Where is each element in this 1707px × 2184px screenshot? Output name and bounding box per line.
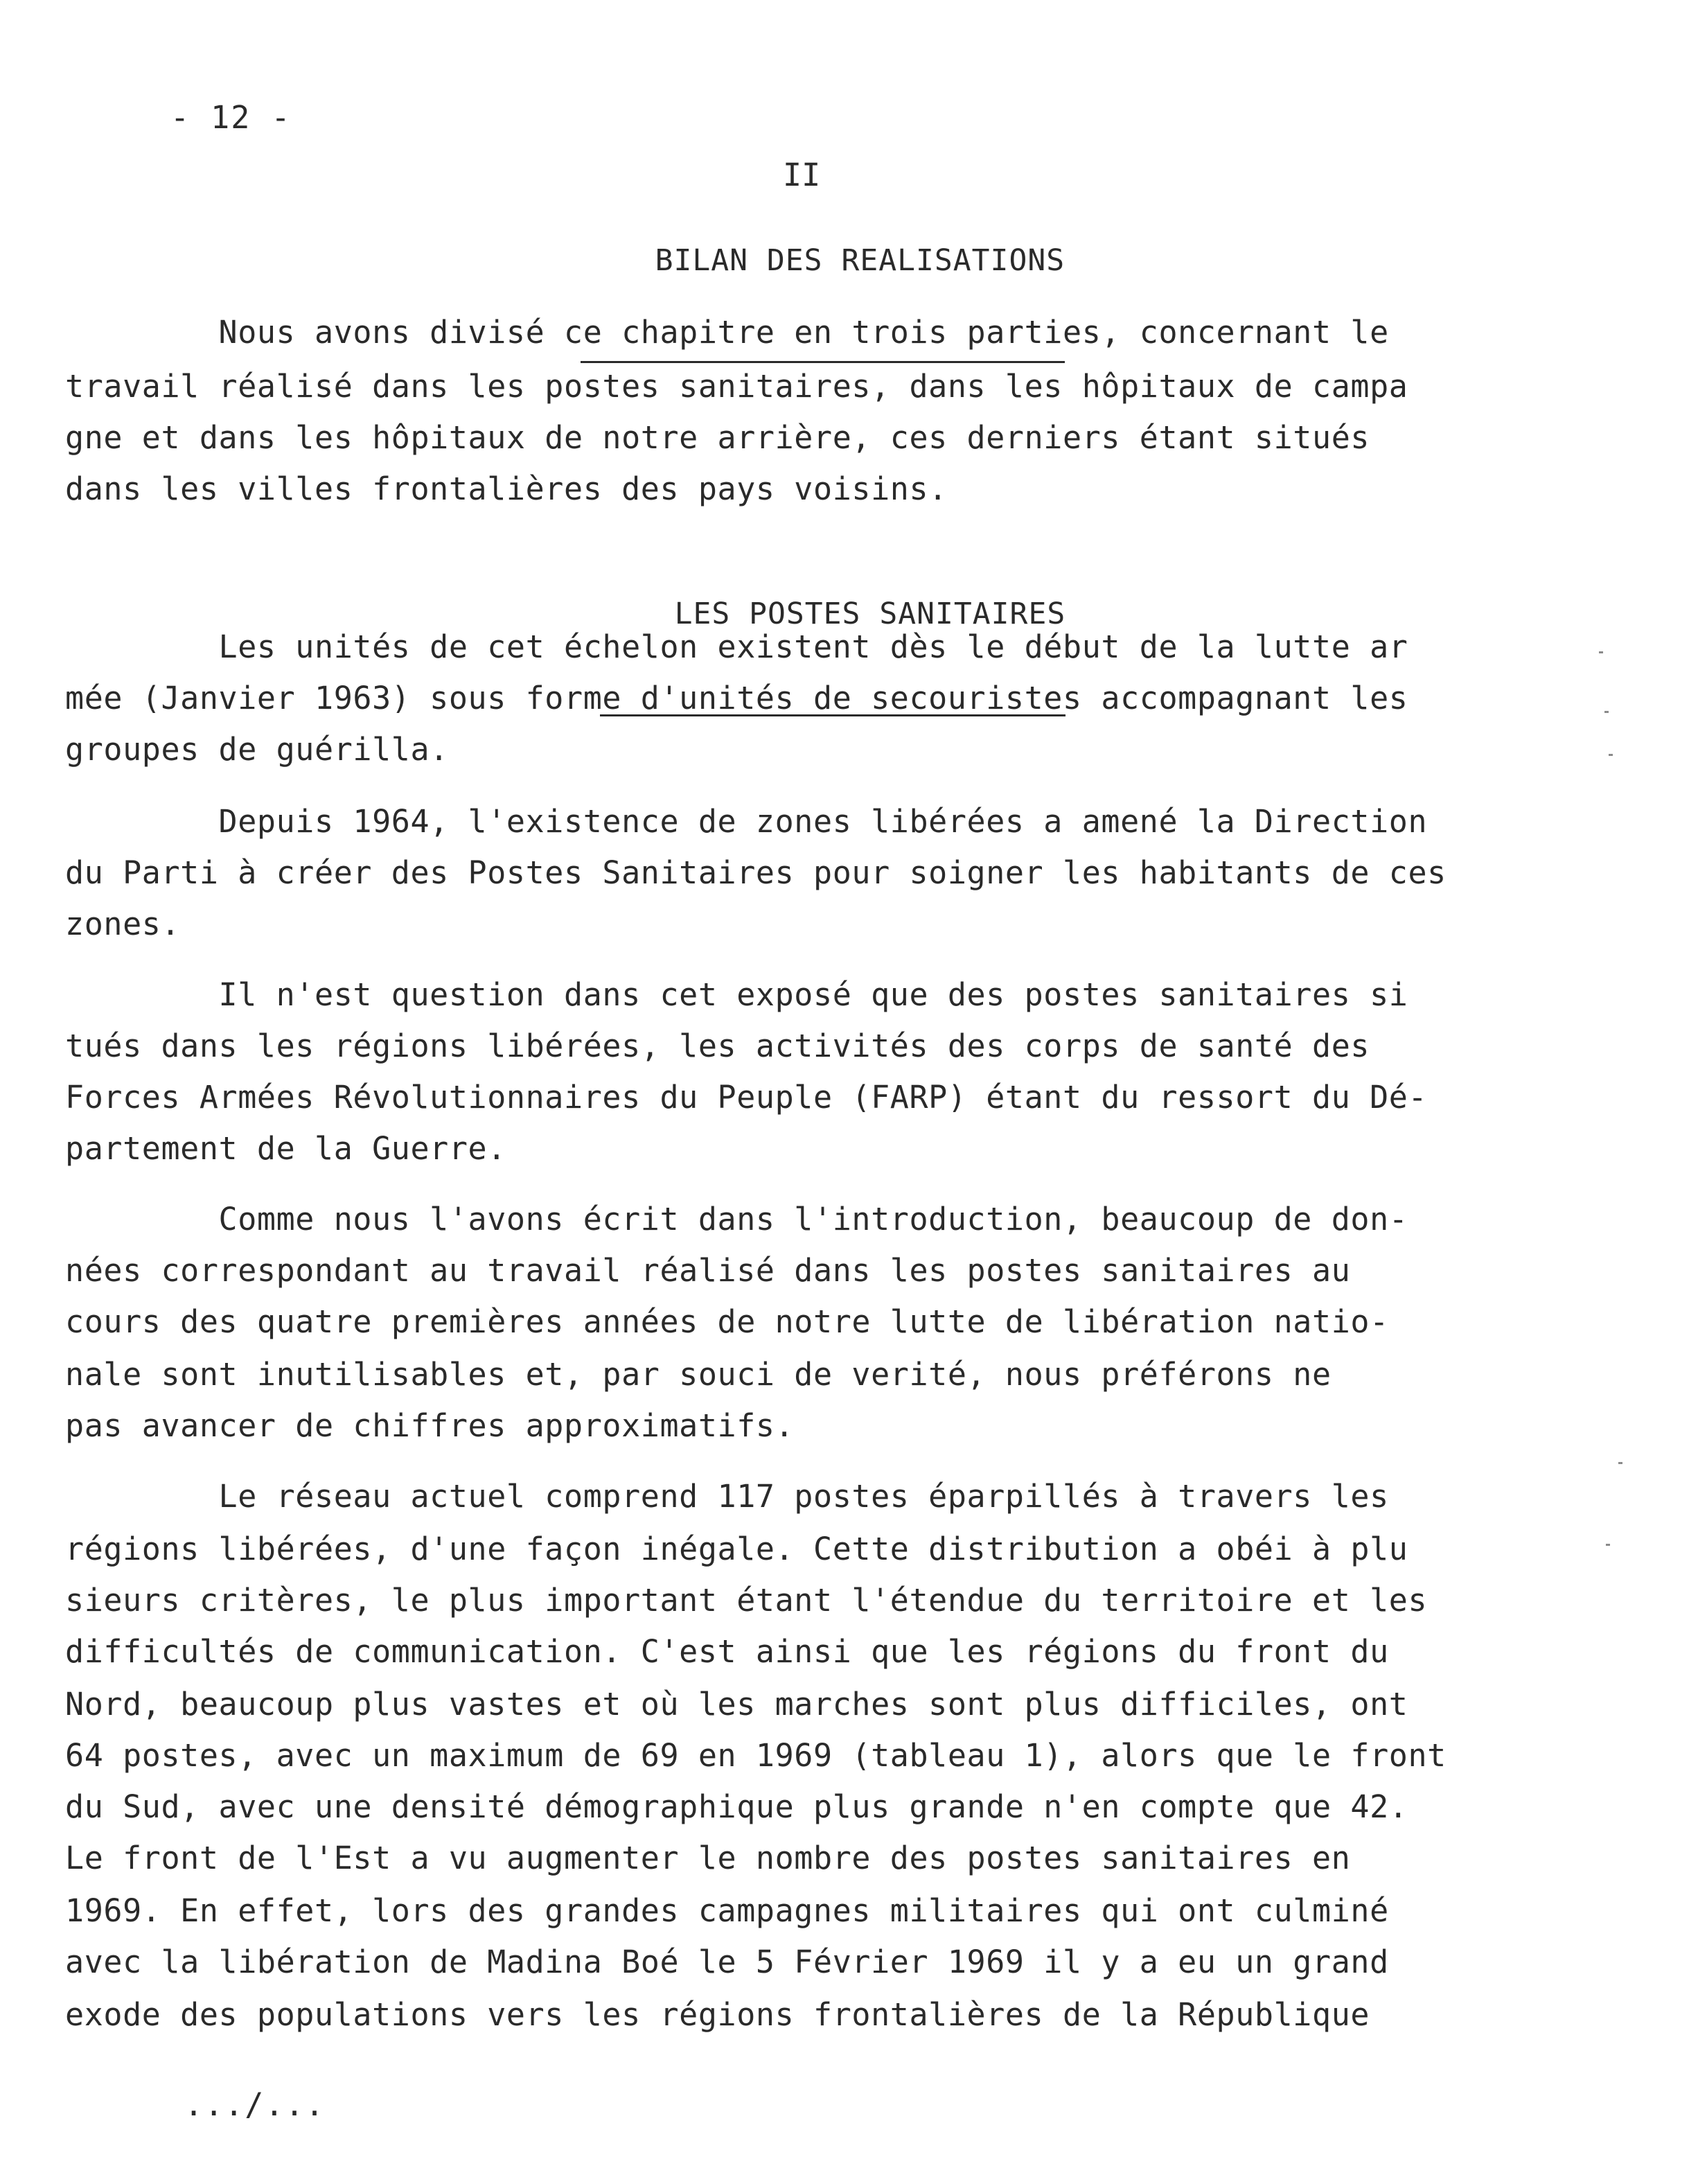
text-line: cours des quatre premières années de notre lutte de libération natio- xyxy=(65,1303,1389,1340)
text-line: Les unités de cet échelon existent dès le début de la lutte ar xyxy=(65,628,1408,665)
text-line: pas avancer de chiffres approximatifs. xyxy=(65,1407,795,1444)
chapter-title-underline xyxy=(581,361,1065,363)
chapter-number: II xyxy=(783,157,821,193)
text-line: Depuis 1964, l'existence de zones libérées a amené la Direction xyxy=(65,803,1428,840)
text-line: avec la libération de Madina Boé le 5 Février 1969 il y a eu un grand xyxy=(65,1944,1389,1980)
margin-speck xyxy=(1604,711,1609,713)
text-line: Forces Armées Révolutionnaires du Peuple (FARP) étant du ressort du Dé- xyxy=(65,1079,1428,1116)
continuation-mark: .../... xyxy=(184,2086,326,2123)
text-line: Comme nous l'avons écrit dans l'introduction, beaucoup de don- xyxy=(65,1201,1408,1238)
text-line: groupes de guérilla. xyxy=(65,731,449,768)
text-line: gne et dans les hôpitaux de notre arrière, ces derniers étant situés xyxy=(65,419,1370,456)
text-line: régions libérées, d'une façon inégale. Cette distribution a obéi à plu xyxy=(65,1531,1408,1567)
text-line: tués dans les régions libérées, les activités des corps de santé des xyxy=(65,1028,1370,1064)
text-line: exode des populations vers les régions frontalières de la République xyxy=(65,1996,1370,2033)
page-number: - 12 - xyxy=(170,99,292,136)
text-line: partement de la Guerre. xyxy=(65,1130,506,1167)
text-line: du Sud, avec une densité démographique plus grande n'en compte que 42. xyxy=(65,1788,1408,1825)
text-line: Il n'est question dans cet exposé que des postes sanitaires si xyxy=(65,976,1408,1013)
text-line: difficultés de communication. C'est ainsi que les régions du front du xyxy=(65,1633,1389,1670)
text-line: du Parti à créer des Postes Sanitaires pour soigner les habitants de ces xyxy=(65,854,1447,891)
text-line: Le réseau actuel comprend 117 postes éparpillés à travers les xyxy=(65,1478,1389,1515)
section-title-text: LES POSTES SANITAIRES xyxy=(674,597,1066,631)
text-line: zones. xyxy=(65,906,181,942)
text-line: nées correspondant au travail réalisé dans les postes sanitaires au xyxy=(65,1252,1351,1289)
text-line: 1969. En effet, lors des grandes campagnes militaires qui ont culminé xyxy=(65,1892,1389,1929)
text-line: travail réalisé dans les postes sanitaires, dans les hôpitaux de campa xyxy=(65,368,1408,405)
text-line: Nord, beaucoup plus vastes et où les marches sont plus difficiles, ont xyxy=(65,1686,1408,1723)
chapter-title-text: BILAN DES REALISATIONS xyxy=(655,243,1065,278)
text-line: mée (Janvier 1963) sous forme d'unités de secouristes accompagnant les xyxy=(65,680,1408,716)
text-line: dans les villes frontalières des pays voisins. xyxy=(65,470,948,507)
text-line: Nous avons divisé ce chapitre en trois parties, concernant le xyxy=(65,314,1389,351)
text-line: 64 postes, avec un maximum de 69 en 1969 (tableau 1), alors que le front xyxy=(65,1737,1447,1774)
margin-speck xyxy=(1609,754,1613,756)
margin-speck xyxy=(1618,1462,1622,1464)
text-line: nale sont inutilisables et, par souci de verité, nous préférons ne xyxy=(65,1356,1332,1393)
margin-speck xyxy=(1599,651,1603,653)
text-line: Le front de l'Est a vu augmenter le nombre des postes sanitaires en xyxy=(65,1840,1351,1876)
text-line: sieurs critères, le plus important étant l'étendue du territoire et les xyxy=(65,1582,1428,1619)
margin-speck xyxy=(1606,1544,1610,1546)
